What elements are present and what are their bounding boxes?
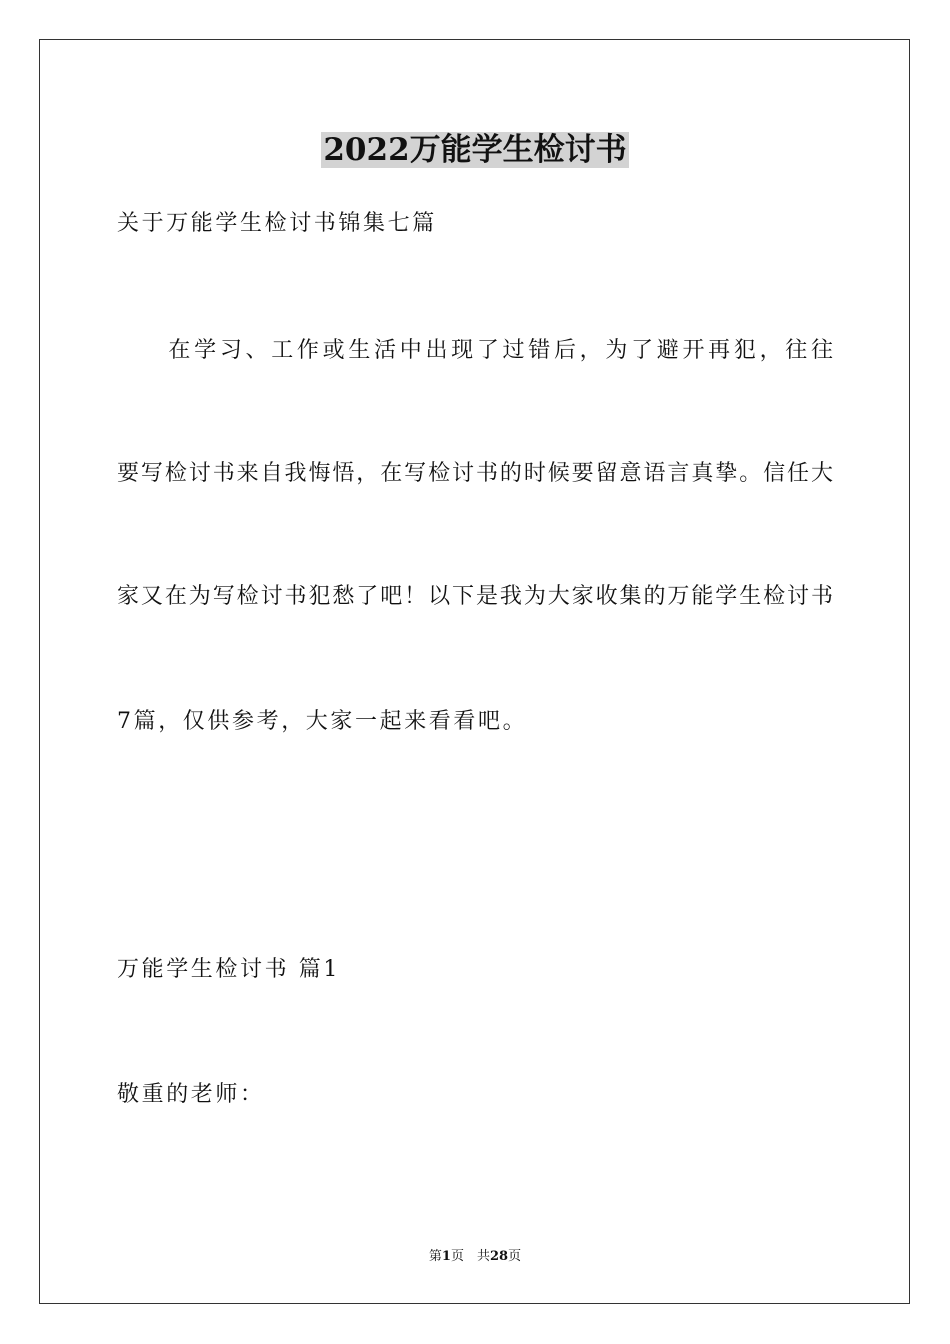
intro-line-1: 在学习、工作或生活中出现了过错后，为了避开再犯，往往 [117,338,833,363]
salutation: 敬重的老师： [117,1082,265,1107]
intro-line-2: 要写检讨书来自我悔悟，在写检讨书的时候要留意语言真挚。信任大 [117,461,833,486]
page-footer [0,1248,950,1266]
document-subtitle: 关于万能学生检讨书锦集七篇 [117,211,437,236]
footer-total-pages: 28 [489,1249,509,1264]
footer-total-suffix: 页 [508,1249,522,1264]
footer-page-suffix: 页 共 [450,1249,490,1264]
section-heading: 万能学生检讨书 篇1 [117,957,340,982]
document-title: 2022万能学生检讨书 [323,132,627,168]
footer-page-prefix: 第 [428,1249,442,1264]
intro-line-4: 7篇，仅供参考，大家一起来看看吧。 [117,709,528,734]
intro-line-3: 家又在为写检讨书犯愁了吧！以下是我为大家收集的万能学生检讨书 [117,584,833,609]
footer-page-number: 1 [441,1249,451,1264]
